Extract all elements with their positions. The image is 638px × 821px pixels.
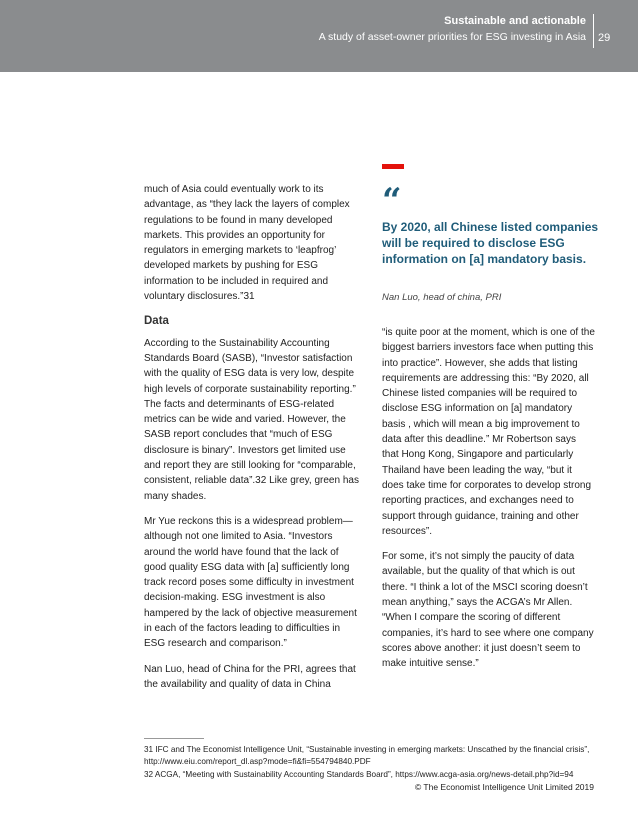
- page-header: [0, 0, 638, 72]
- copyright-notice: © The Economist Intelligence Unit Limited 2019: [414, 782, 594, 792]
- footnote-31: 31 IFC and The Economist Intelligence Unit, “Sustainable investing in emerging markets: Unscathed by the financial crisis”, http://www.eiu.com/report_dl.asp?mode=fi&fi=554794840.PDF: [144, 745, 590, 767]
- page-number: 29: [598, 32, 611, 44]
- right-paragraph-1: “is quite poor at the moment, which is one of the biggest barriers investors face when putting this into practice”. However, she adds that listing requirements are addressing this: “By 2020, all Chinese listed companies will be required to disclose ESG information on [a] mandatory basis , which will mean a big improvement to data after this deadline.” Mr Robertson says that Hong Kong, Singapore and particularly Thailand have been leading the way, “but it does take time for corporates to develop strong reporting practices, and exchanges need to support through guidance, training and other resources”.: [382, 327, 595, 537]
- footnote-32: 32 ACGA, “Meeting with Sustainability Accounting Standards Board”, https://www.acga-asia.org/news-detail.php?id=94: [144, 769, 574, 779]
- left-paragraph-1: much of Asia could eventually work to its advantage, as “they lack the layers of complex regulations to be found in many developed markets. This provides an opportunity for regulators in emerging markets to ‘leapfrog’ developed markets by pushing for ESG information to be included in required and voluntary disclosures.”31: [144, 184, 350, 303]
- footnote-divider: [144, 738, 204, 739]
- header-divider: [593, 14, 594, 48]
- quote-attribution: Nan Luo, head of china, PRI: [382, 292, 502, 303]
- right-column: [382, 325, 595, 682]
- left-paragraph-3: Mr Yue reckons this is a widespread problem—although not one limited to Asia. “Investors around the world have found that the lack of good quality ESG data with [a] sufficiently long track record poses some difficulty in investment decision-making. ESG investment is also hampered by the lack of objective measurement in each of the factors leading to difficulties in ESG research and comparison.”: [144, 515, 357, 650]
- footnotes: [144, 744, 604, 781]
- quote-mark-icon: “: [382, 181, 402, 221]
- right-paragraph-2: For some, it’s not simply the paucity of data available, but the quality of that which is out there. “I think a lot of the MSCI scoring doesn’t mean anything,” says the ACGA’s Mr Allen. “When I compare the scoring of different companies, it’s hard to see where one company scores above another: it just doesn’t seem to make intuitive sense.”: [382, 551, 594, 670]
- pull-quote: By 2020, all Chinese listed companies will be required to disclose ESG information on [a] mandatory basis.: [382, 220, 599, 266]
- left-column: [144, 182, 360, 702]
- left-paragraph-4: Nan Luo, head of China for the PRI, agrees that the availability and quality of data in China: [144, 663, 356, 690]
- quote-accent-bar: [382, 164, 404, 169]
- report-title: Sustainable and actionable: [444, 15, 586, 27]
- section-heading-data: Data: [144, 315, 169, 328]
- left-paragraph-2: According to the Sustainability Accounting Standards Board (SASB), “Investor satisfaction with the quality of ESG data is very low, despite high levels of corporate sustainability reporting.” The facts and determinants of ESG-related metrics can be wide and varied. However, the SASB report concludes that “much of ESG disclosure is binary”. Investors get limited use and report they are still looking for “comparable, consistent, reliable data”.32 Like grey, green has many shades.: [144, 337, 359, 502]
- report-subtitle: A study of asset-owner priorities for ESG investing in Asia: [318, 31, 586, 43]
